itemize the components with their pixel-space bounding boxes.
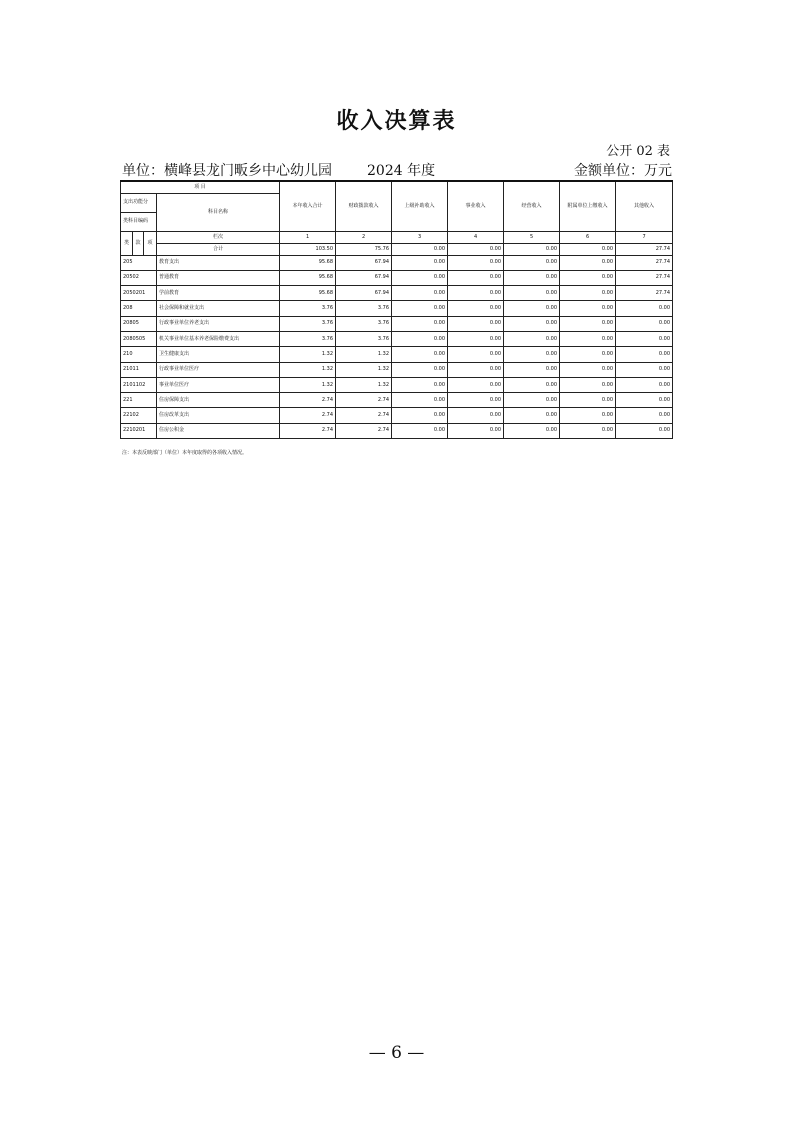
total-cell: 103.50: [280, 243, 336, 255]
report-year: 2024 年度: [367, 163, 436, 179]
row-name: 普通教育: [157, 270, 280, 285]
col-number-1: 1: [280, 231, 336, 243]
row-value: 0.00: [560, 255, 616, 270]
row-value: 2.74: [336, 393, 392, 408]
row-value: 0.00: [504, 408, 560, 423]
row-code: 2080505: [121, 331, 157, 346]
row-value: 2.74: [280, 423, 336, 438]
table-row: [121, 255, 673, 270]
row-value: 0.00: [392, 362, 448, 377]
total-cell: 27.74: [616, 243, 673, 255]
row-value: 1.32: [280, 362, 336, 377]
row-value: 0.00: [504, 423, 560, 438]
row-code: 20502: [121, 270, 157, 285]
row-value: 0.00: [448, 255, 504, 270]
total-cell: 0.00: [448, 243, 504, 255]
row-value: 0.00: [560, 377, 616, 392]
header-xiang: 项: [144, 231, 157, 255]
row-value: 0.00: [392, 408, 448, 423]
row-value: 0.00: [448, 316, 504, 331]
row-name: 住房保障支出: [157, 393, 280, 408]
total-cell: 75.76: [336, 243, 392, 255]
header-project: 项 目: [121, 181, 280, 193]
row-value: 0.00: [448, 347, 504, 362]
row-value: 0.00: [616, 316, 673, 331]
col-number-2: 2: [336, 231, 392, 243]
row-code: 2050201: [121, 286, 157, 301]
row-value: 0.00: [616, 362, 673, 377]
row-value: 0.00: [448, 331, 504, 346]
row-value: 2.74: [336, 408, 392, 423]
total-cell: 0.00: [504, 243, 560, 255]
row-value: 0.00: [448, 270, 504, 285]
row-value: 2.74: [336, 423, 392, 438]
row-value: 2.74: [280, 393, 336, 408]
row-value: 0.00: [616, 423, 673, 438]
row-name: 学前教育: [157, 286, 280, 301]
header-col-4: 事业收入: [448, 181, 504, 231]
row-value: 0.00: [392, 423, 448, 438]
row-value: 0.00: [504, 286, 560, 301]
table-note: 注：本表反映部门（单位）本年度取得的各项收入情况。: [122, 450, 248, 456]
header-category-code: 类科目编码: [121, 212, 157, 231]
row-value: 95.68: [280, 286, 336, 301]
amount-unit: 金额单位：万元: [574, 163, 672, 179]
row-value: 0.00: [448, 301, 504, 316]
row-value: 0.00: [560, 347, 616, 362]
header-col-7: 其他收入: [616, 181, 673, 231]
row-value: 0.00: [448, 423, 504, 438]
table-row: [121, 301, 673, 316]
col-number-6: 6: [560, 231, 616, 243]
row-value: 0.00: [392, 377, 448, 392]
row-value: 0.00: [448, 393, 504, 408]
row-name: 事业单位医疗: [157, 377, 280, 392]
row-code: 2101102: [121, 377, 157, 392]
total-cell: 0.00: [560, 243, 616, 255]
total-label: 合计: [157, 243, 280, 255]
row-value: 0.00: [560, 393, 616, 408]
table-row: [121, 286, 673, 301]
row-value: 0.00: [448, 408, 504, 423]
row-value: 0.00: [560, 423, 616, 438]
row-value: 67.94: [336, 286, 392, 301]
row-value: 0.00: [504, 270, 560, 285]
header-col-5: 经营收入: [504, 181, 560, 231]
header-col-6: 附属单位上缴收入: [560, 181, 616, 231]
table-row: [121, 423, 673, 438]
row-name: 住房改革支出: [157, 408, 280, 423]
row-value: 27.74: [616, 286, 673, 301]
row-value: 1.32: [280, 377, 336, 392]
table-row: [121, 408, 673, 423]
row-value: 0.00: [392, 270, 448, 285]
row-name: 行政事业单位养老支出: [157, 316, 280, 331]
row-name: 社会保障和就业支出: [157, 301, 280, 316]
row-code: 20805: [121, 316, 157, 331]
row-value: 1.32: [336, 347, 392, 362]
row-value: 0.00: [560, 331, 616, 346]
row-value: 0.00: [448, 377, 504, 392]
row-value: 67.94: [336, 255, 392, 270]
row-value: 0.00: [504, 393, 560, 408]
row-name: 教育支出: [157, 255, 280, 270]
row-value: 0.00: [392, 331, 448, 346]
row-name: 机关事业单位基本养老保险缴费支出: [157, 331, 280, 346]
row-value: 0.00: [392, 316, 448, 331]
table-row: [121, 347, 673, 362]
page-title: 收入决算表: [336, 109, 457, 134]
row-value: 3.76: [280, 301, 336, 316]
col-number-7: 7: [616, 231, 673, 243]
col-number-4: 4: [448, 231, 504, 243]
row-value: 0.00: [504, 331, 560, 346]
form-number: 公开 02 表: [606, 144, 670, 159]
row-code: 210: [121, 347, 157, 362]
row-code: 22102: [121, 408, 157, 423]
row-value: 3.76: [280, 331, 336, 346]
row-value: 67.94: [336, 270, 392, 285]
row-value: 0.00: [392, 301, 448, 316]
col-number-3: 3: [392, 231, 448, 243]
row-code: 21011: [121, 362, 157, 377]
table-row: [121, 270, 673, 285]
row-value: 0.00: [392, 393, 448, 408]
row-value: 0.00: [504, 301, 560, 316]
row-code: 221: [121, 393, 157, 408]
header-col-3: 上级补助收入: [392, 181, 448, 231]
header-col-1: 本年收入合计: [280, 181, 336, 231]
header-col-2: 财政拨款收入: [336, 181, 392, 231]
row-value: 0.00: [392, 286, 448, 301]
header-subject-name: 科目名称: [157, 193, 280, 231]
row-value: 0.00: [560, 316, 616, 331]
row-name: 行政事业单位医疗: [157, 362, 280, 377]
table-row: [121, 377, 673, 392]
row-value: 0.00: [616, 331, 673, 346]
row-name: 卫生健康支出: [157, 347, 280, 362]
col-number-5: 5: [504, 231, 560, 243]
row-value: 0.00: [504, 347, 560, 362]
row-value: 3.76: [336, 331, 392, 346]
unit-name: 单位：横峰县龙门畈乡中心幼儿园: [122, 163, 332, 179]
table-row: [121, 362, 673, 377]
header-func-class: 支出功能分: [121, 193, 157, 212]
row-value: 0.00: [504, 362, 560, 377]
row-value: 1.32: [336, 362, 392, 377]
row-value: 0.00: [504, 255, 560, 270]
row-value: 0.00: [392, 347, 448, 362]
table-row: [121, 316, 673, 331]
row-code: 208: [121, 301, 157, 316]
row-value: 0.00: [504, 377, 560, 392]
header-kuan: 款: [133, 231, 144, 255]
income-table: [120, 180, 673, 439]
row-value: 0.00: [448, 362, 504, 377]
row-code: 205: [121, 255, 157, 270]
row-value: 3.76: [280, 316, 336, 331]
row-value: 1.32: [336, 377, 392, 392]
row-value: 0.00: [616, 393, 673, 408]
row-value: 2.74: [280, 408, 336, 423]
row-value: 0.00: [560, 362, 616, 377]
row-value: 3.76: [336, 316, 392, 331]
row-value: 95.68: [280, 270, 336, 285]
row-value: 0.00: [448, 286, 504, 301]
row-value: 0.00: [560, 301, 616, 316]
table-row: [121, 393, 673, 408]
row-value: 0.00: [392, 255, 448, 270]
total-cell: 0.00: [392, 243, 448, 255]
header-row-label: 栏次: [157, 231, 280, 243]
row-value: 27.74: [616, 270, 673, 285]
header-lei: 类: [121, 231, 133, 255]
row-value: 0.00: [616, 377, 673, 392]
row-name: 住房公积金: [157, 423, 280, 438]
unit-info-line: [122, 160, 672, 180]
row-value: 0.00: [504, 316, 560, 331]
row-value: 0.00: [616, 301, 673, 316]
row-value: 1.32: [280, 347, 336, 362]
row-value: 0.00: [616, 347, 673, 362]
table-row: [121, 331, 673, 346]
row-value: 27.74: [616, 255, 673, 270]
row-value: 95.68: [280, 255, 336, 270]
row-code: 2210201: [121, 423, 157, 438]
row-value: 0.00: [560, 286, 616, 301]
row-value: 0.00: [560, 408, 616, 423]
row-value: 0.00: [616, 408, 673, 423]
row-value: 3.76: [336, 301, 392, 316]
row-value: 0.00: [560, 270, 616, 285]
page-number: — 6 —: [368, 1043, 425, 1063]
